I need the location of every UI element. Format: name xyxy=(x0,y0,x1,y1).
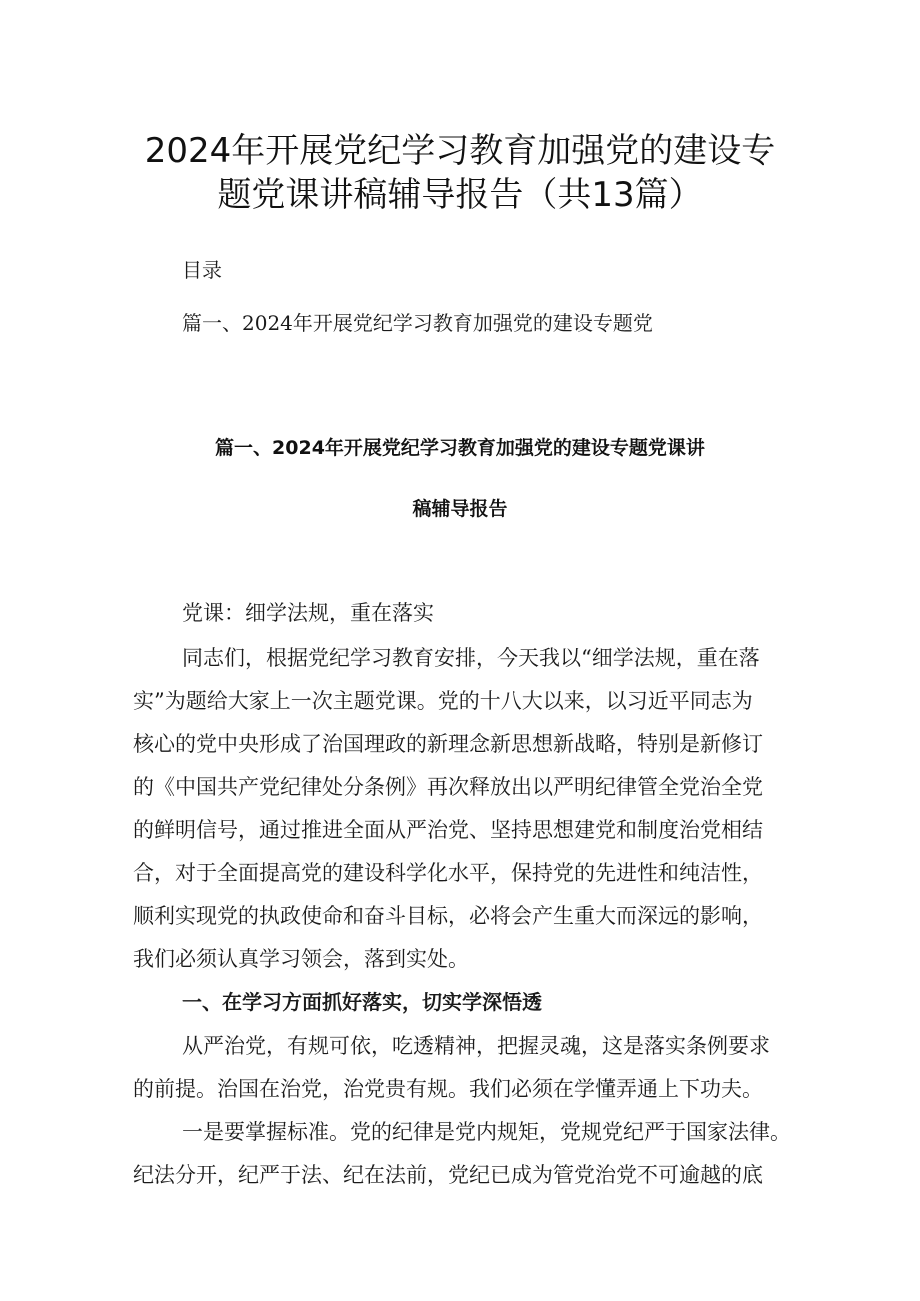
section-heading-line-2: 稿辅导报告 xyxy=(412,498,508,520)
paragraph-1-line: 顺利实现党的执政使命和奋斗目标，必将会产生重大而深远的影响， xyxy=(133,904,763,928)
section-heading-line-1: 篇一、2024年开展党纪学习教育加强党的建设专题党课讲 xyxy=(215,437,705,459)
paragraph-1-line: 的《中国共产党纪律处分条例》再次释放出以严明纪律管全党治全党 xyxy=(133,775,763,799)
document-title-line-1: 2024年开展党纪学习教育加强党的建设专 xyxy=(144,131,776,171)
paragraph-3-line: 纪法分开，纪严于法、纪在法前，党纪已成为管党治党不可逾越的底 xyxy=(133,1163,763,1187)
document-title-line-2: 题党课讲稿辅导报告（共13篇） xyxy=(217,175,703,215)
paragraph-1-line: 核心的党中央形成了治国理政的新理念新思想新战略，特别是新修订 xyxy=(133,732,763,756)
paragraph-3-line: 一是要掌握标准。党的纪律是党内规矩，党规党纪严于国家法律。 xyxy=(182,1120,791,1144)
toc-label: 目录 xyxy=(182,258,222,282)
paragraph-1-line: 实”为题给大家上一次主题党课。党的十八大以来，以习近平同志为 xyxy=(133,689,753,713)
paragraph-1-line: 的鲜明信号，通过推进全面从严治党、坚持思想建党和制度治党相结 xyxy=(133,818,763,842)
toc-item[interactable]: 篇一、2024年开展党纪学习教育加强党的建设专题党 xyxy=(182,311,653,335)
paragraph-2-line: 从严治党，有规可依，吃透精神，把握灵魂，这是落实条例要求 xyxy=(182,1034,770,1058)
paragraph-1-line: 合，对于全面提高党的建设科学化水平，保持党的先进性和纯洁性， xyxy=(133,861,763,885)
paragraph-1-line: 同志们，根据党纪学习教育安排，今天我以“细学法规，重在落 xyxy=(182,646,760,670)
section-subheading-1: 一、在学习方面抓好落实，切实学深悟透 xyxy=(182,990,542,1014)
lecture-subtitle: 党课：细学法规，重在落实 xyxy=(182,601,434,625)
paragraph-1-line: 我们必须认真学习领会，落到实处。 xyxy=(133,947,469,971)
paragraph-2-line: 的前提。治国在治党，治党贵有规。我们必须在学懂弄通上下功夫。 xyxy=(133,1077,763,1101)
